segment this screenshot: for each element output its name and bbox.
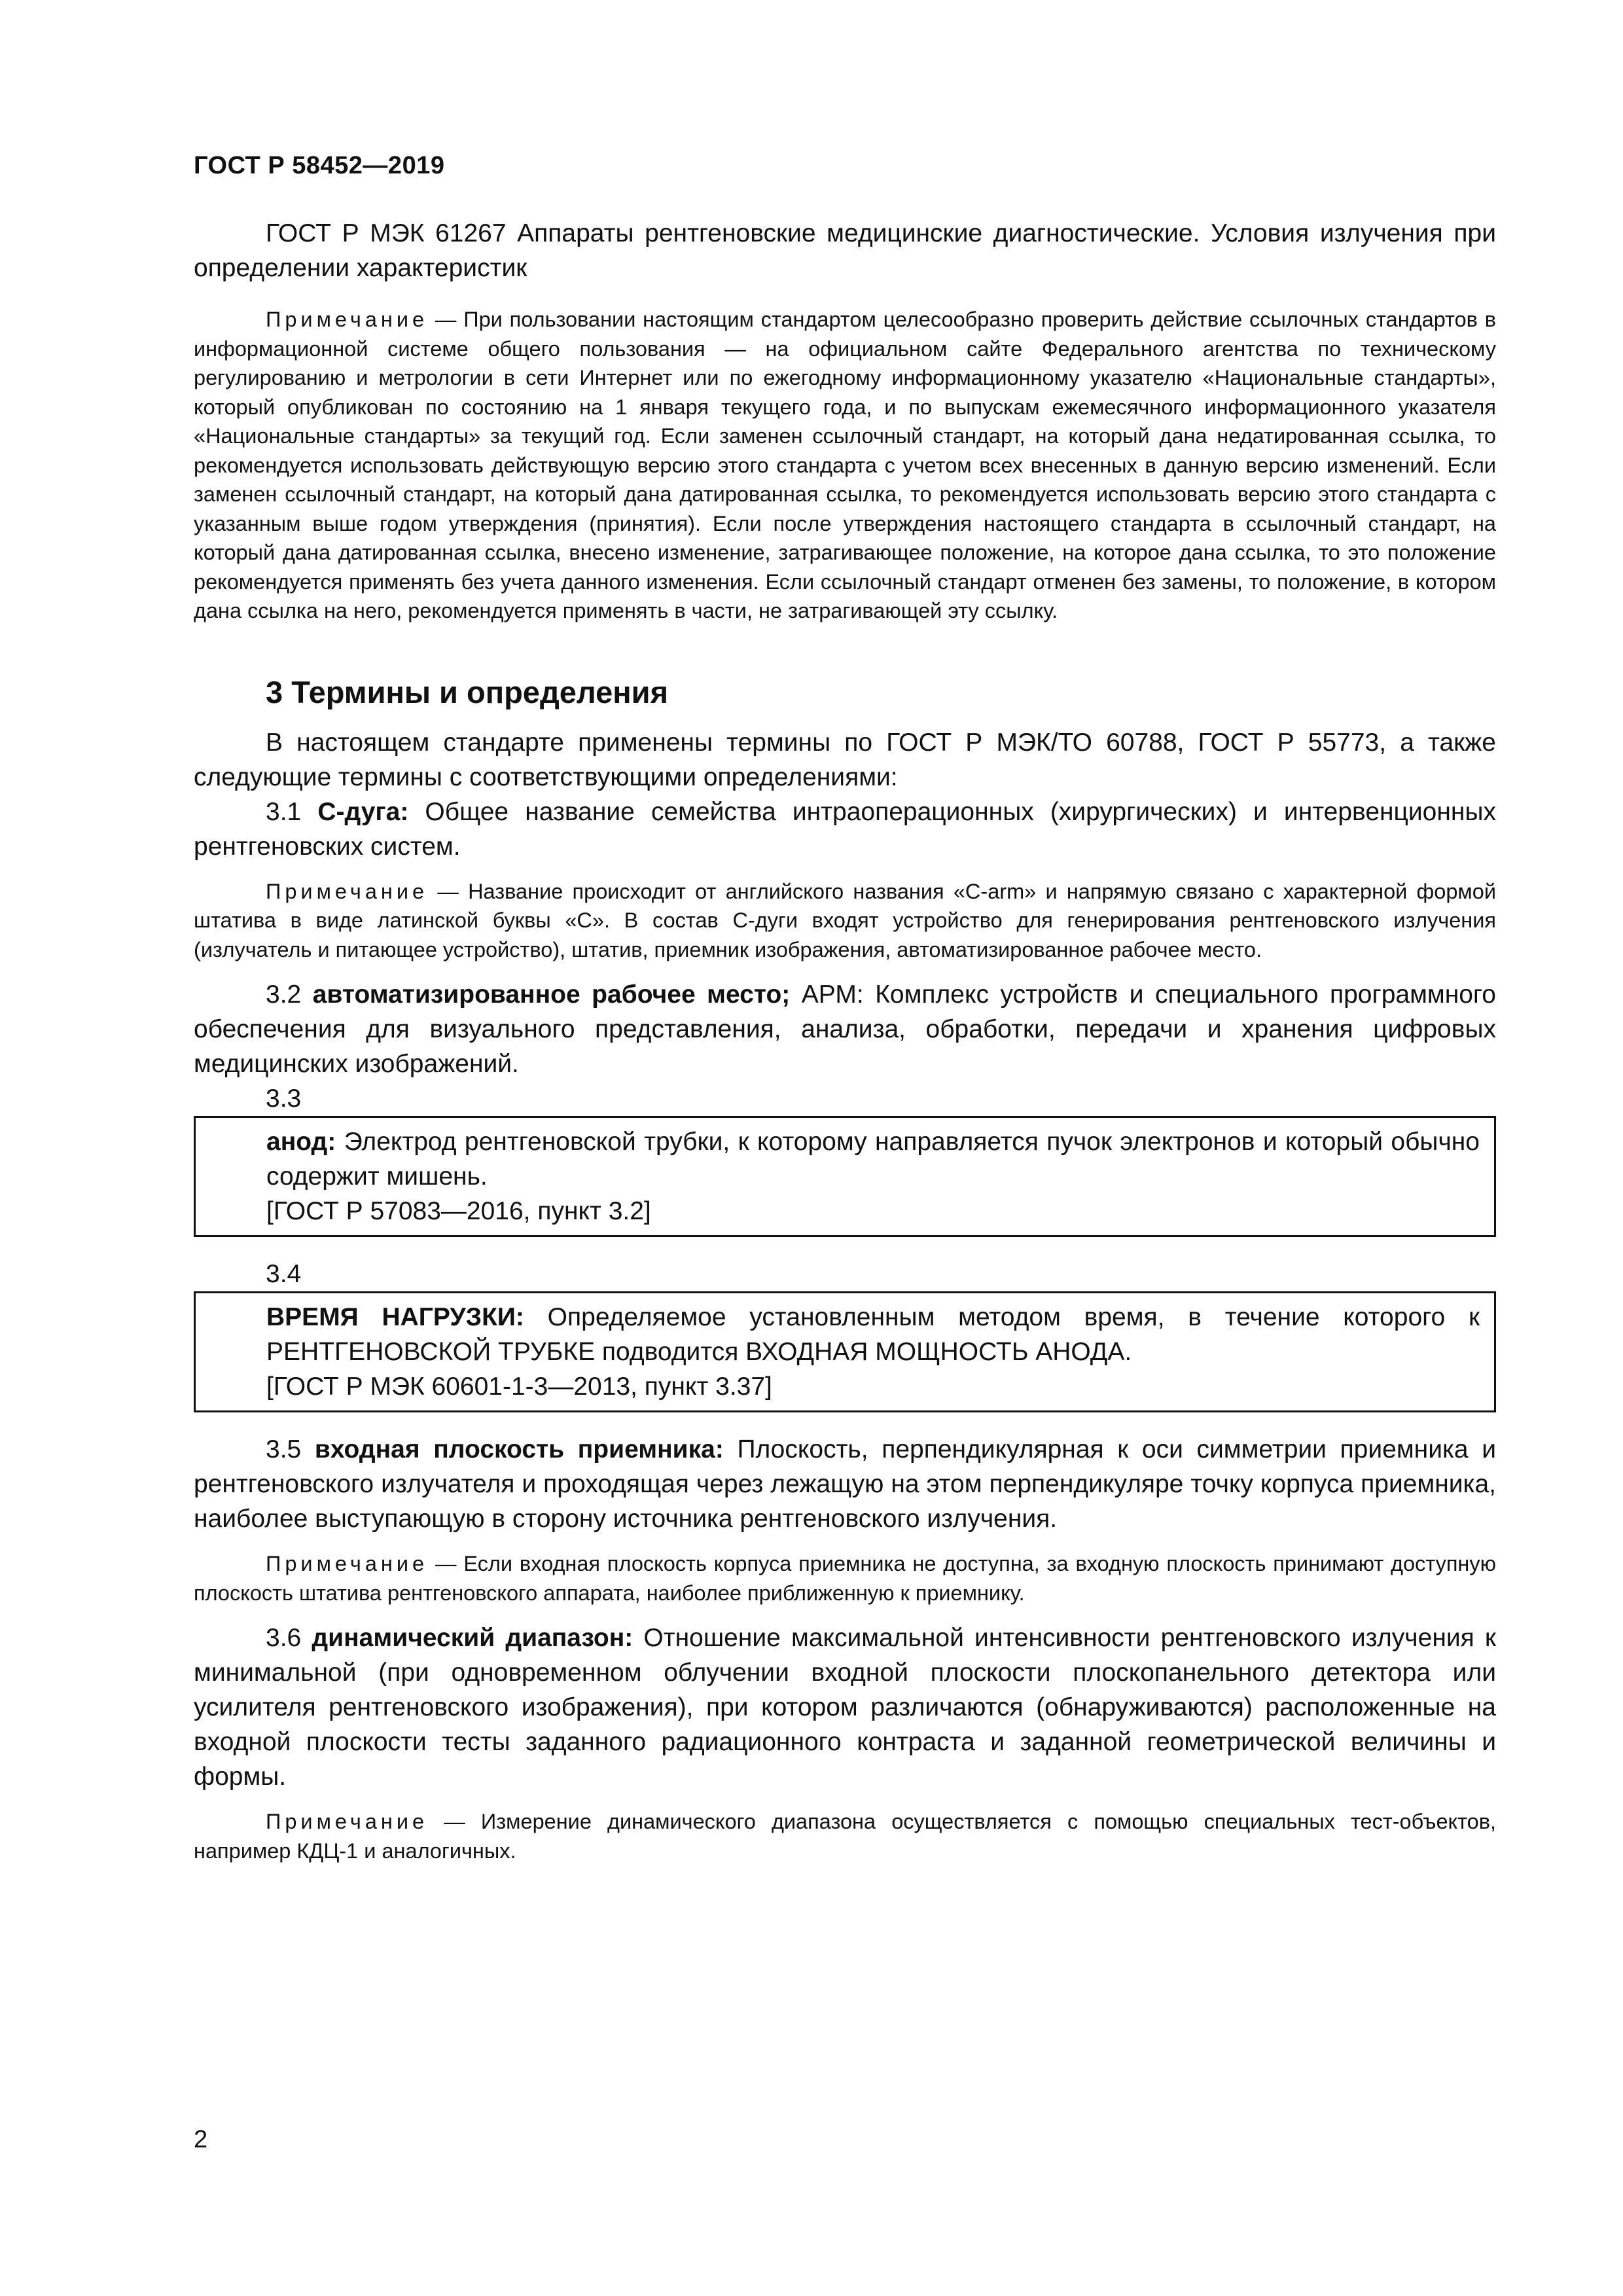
note-text: — Если входная плоскость корпуса приемника не доступна, за входную плоскость принимают доступную плоскость штатива рентгеновского аппарата, наиболее приближенную к приемнику.	[194, 1552, 1496, 1605]
term-definition: Плоскость, перпендикулярная к оси симметрии приемника и рентгеновского излучателя и проходящая через лежащую на этом перпендикуляре точку корпуса приемника, наиболее выступающую в сторону источника рентгеновского излучения.	[194, 1435, 1496, 1533]
section-intro: В настоящем стандарте применены термины по ГОСТ Р МЭК/ТО 60788, ГОСТ Р 55773, а также следующие термины с соответствующими определениями:	[194, 728, 1496, 791]
term-3-3-box	[194, 1116, 1496, 1237]
document-header: ГОСТ Р 58452—2019	[194, 152, 445, 179]
term-name: входная плоскость приемника:	[314, 1435, 724, 1463]
term-definition: Электрод рентгеновской трубки, к которому направляется пучок электронов и который обычно содержит мишень.	[266, 1128, 1480, 1191]
term-3-3-number: 3.3	[266, 1085, 302, 1113]
term-3-4	[266, 1300, 1480, 1369]
note-label: Примечание	[266, 1810, 429, 1833]
reference-paragraph: ГОСТ Р МЭК 61267 Аппараты рентгеновские медицинские диагностические. Условия излучения при определении характеристик	[194, 219, 1496, 282]
note-label: Примечание	[266, 879, 429, 903]
term-3-6-note	[194, 1807, 1496, 1865]
term-3-2	[194, 977, 1496, 1081]
term-number: 3.5	[266, 1435, 315, 1463]
term-number: 3.2	[266, 980, 313, 1009]
term-name: динамический диапазон:	[312, 1624, 633, 1652]
term-name: анод:	[266, 1128, 336, 1156]
note-text: — Измерение динамического диапазона осуществляется с помощью специальных тест-объектов, например КДЦ-1 и аналогичных.	[194, 1810, 1496, 1863]
note-label: Примечание	[266, 308, 429, 331]
reference-note	[194, 305, 1496, 626]
term-definition: Общее название семейства интраоперационных (хирургических) и интервенционных рентгеновских систем.	[194, 797, 1496, 861]
term-3-1-note	[194, 877, 1496, 965]
page-content	[194, 216, 1496, 1865]
term-number: 3.6	[266, 1624, 312, 1652]
term-number: 3.1	[266, 797, 318, 826]
term-definition: Отношение максимальной интенсивности рентгеновского излучения к минимальной (при одновременном облучении входной плоскости плоскопанельного детектора или усилителя рентгеновского изображения), при котором различаются (обнаруживаются) расположенные на входной плоскости тесты заданного радиационного контраста и заданной геометрической величины и формы.	[194, 1624, 1496, 1791]
term-3-5	[194, 1432, 1496, 1536]
term-3-3	[266, 1124, 1480, 1194]
term-3-1	[194, 795, 1496, 864]
term-3-3-source: [ГОСТ Р 57083—2016, пункт 3.2]	[266, 1197, 651, 1225]
section-heading: 3 Термины и определения	[266, 674, 668, 709]
term-3-4-source: [ГОСТ Р МЭК 60601-1-3—2013, пункт 3.37]	[266, 1372, 772, 1401]
note-text: — Название происходит от английского названия «C-arm» и напрямую связано с характерной формой штатива в виде латинской буквы «С». В состав С-дуги входят устройство для генерирования рентгеновского излучения (излучатель и питающее устройство), штатив, приемник изображения, автоматизированное рабочее место.	[194, 879, 1496, 961]
note-label: Примечание	[266, 1552, 429, 1575]
note-text: — При пользовании настоящим стандартом целесообразно проверить действие ссылочных стандартов в информационной системе общего пользования — на официальном сайте Федерального агентства по техническому регулированию и метрологии в сети Интернет или по ежегодному информационному указателю «Национальные стандарты», который опубликован по состоянию на 1 января текущего года, и по выпускам ежемесячного информационного указателя «Национальные стандарты» за текущий год. Если заменен ссылочный стандарт, на который дана недатированная ссылка, то рекомендуется использовать действующую версию этого стандарта с учетом всех внесенных в данную версию изменений. Если заменен ссылочный стандарт, на который дана датированная ссылка, то рекомендуется использовать версию этого стандарта с указанным выше годом утверждения (принятия). Если после утверждения настоящего стандарта в ссылочный стандарт, на который дана датированная ссылка, внесено изменение, затрагивающее положение, на которое дана ссылка, то это положение рекомендуется применять без учета данного изменения. Если ссылочный стандарт отменен без замены, то положение, в котором дана ссылка на него, рекомендуется применять в части, не затрагивающей эту ссылку.	[194, 308, 1496, 622]
term-name: С-дуга:	[317, 797, 409, 826]
term-3-6	[194, 1621, 1496, 1794]
term-definition: АРМ: Комплекс устройств и специального программного обеспечения для визуального представления, анализа, обработки, передачи и хранения цифровых медицинских изображений.	[194, 980, 1496, 1078]
term-3-5-note	[194, 1549, 1496, 1607]
term-name: ВРЕМЯ НАГРУЗКИ:	[266, 1303, 524, 1331]
term-name: автоматизированное рабочее место;	[312, 980, 791, 1009]
term-3-4-box	[194, 1291, 1496, 1412]
page-number: 2	[194, 2126, 208, 2153]
term-3-4-number: 3.4	[266, 1260, 302, 1288]
term-definition: Определяемое установленным методом время, в течение которого к РЕНТГЕНОВСКОЙ ТРУБКЕ подводится ВХОДНАЯ МОЩНОСТЬ АНОДА.	[266, 1303, 1480, 1366]
